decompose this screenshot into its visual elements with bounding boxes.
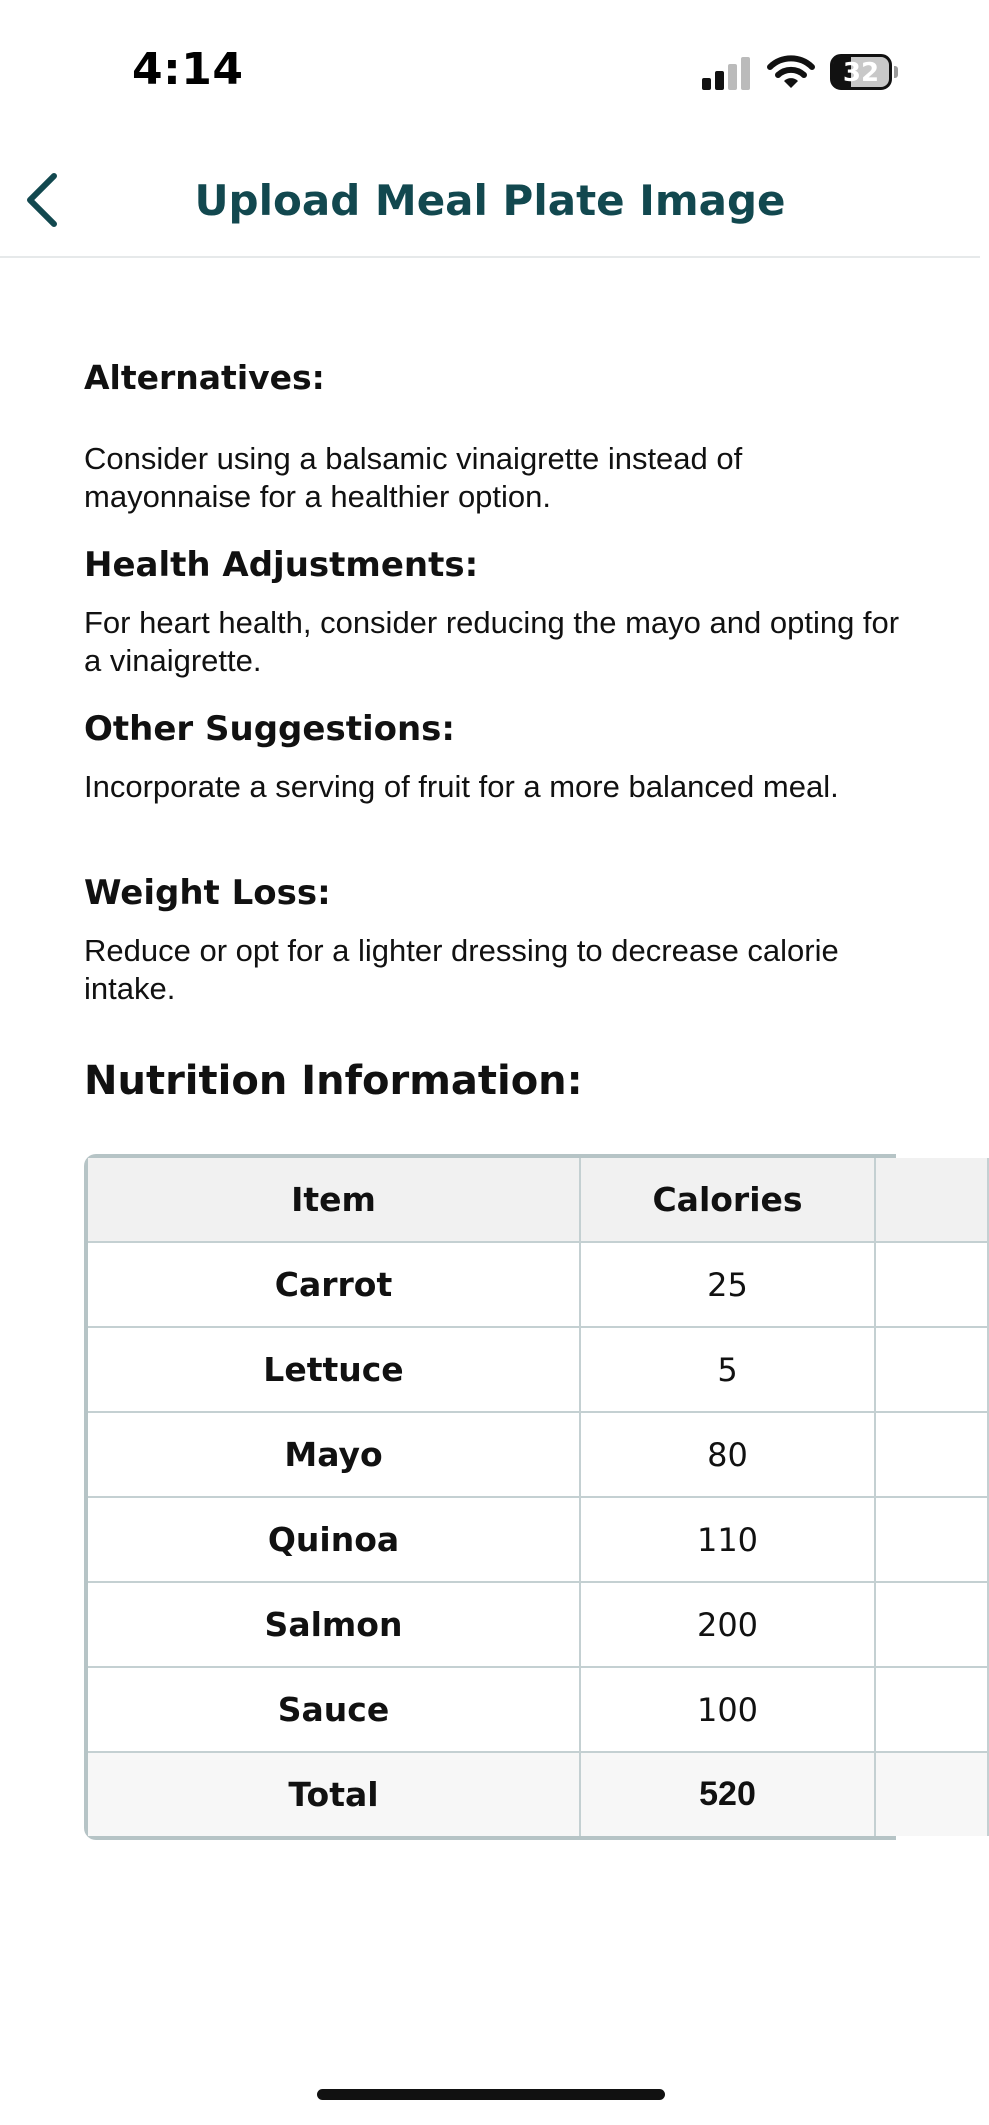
row-item: Carrot xyxy=(88,1242,580,1327)
total-label: Total xyxy=(88,1752,580,1836)
row-extra xyxy=(875,1582,988,1667)
row-extra xyxy=(875,1327,988,1412)
row-calories: 5 xyxy=(580,1327,875,1412)
row-extra xyxy=(875,1497,988,1582)
alternatives-text: Consider using a balsamic vinaigrette instead of mayonnaise for a healthier option. xyxy=(84,441,743,514)
table-row xyxy=(88,1667,988,1752)
nav-header xyxy=(0,150,980,258)
nutrition-title: Nutrition Information: xyxy=(84,1058,583,1104)
row-extra xyxy=(875,1667,988,1752)
weight-loss-text: Reduce or opt for a lighter dressing to decrease calorie intake. xyxy=(84,933,839,1006)
row-item: Lettuce xyxy=(88,1327,580,1412)
table-row xyxy=(88,1242,988,1327)
header-calories: Calories xyxy=(580,1158,875,1242)
home-indicator[interactable] xyxy=(317,2089,665,2100)
row-extra xyxy=(875,1412,988,1497)
table-row xyxy=(88,1327,988,1412)
row-calories: 200 xyxy=(580,1582,875,1667)
status-time: 4:14 xyxy=(132,44,244,95)
page-title: Upload Meal Plate Image xyxy=(194,176,786,225)
battery-level: 32 xyxy=(842,58,880,88)
row-item: Salmon xyxy=(88,1582,580,1667)
health-adjustments-heading: Health Adjustments: xyxy=(84,545,479,585)
battery-nub xyxy=(894,66,898,78)
total-extra xyxy=(875,1752,988,1836)
weight-loss-heading: Weight Loss: xyxy=(84,873,331,913)
table-row xyxy=(88,1497,988,1582)
wifi-icon xyxy=(768,54,814,90)
total-calories: 520 xyxy=(580,1752,875,1836)
row-calories: 110 xyxy=(580,1497,875,1582)
cellular-signal-icon xyxy=(702,56,752,90)
battery-icon xyxy=(830,54,892,90)
table-header-row xyxy=(88,1158,988,1242)
alternatives-heading: Alternatives: xyxy=(84,358,325,397)
header-extra xyxy=(875,1158,988,1242)
table-row xyxy=(88,1582,988,1667)
header-item: Item xyxy=(88,1158,580,1242)
nutrition-table[interactable] xyxy=(84,1154,896,1840)
other-suggestions-heading: Other Suggestions: xyxy=(84,709,455,749)
row-item: Quinoa xyxy=(88,1497,580,1582)
table-total-row xyxy=(88,1752,988,1836)
row-calories: 100 xyxy=(580,1667,875,1752)
row-item: Sauce xyxy=(88,1667,580,1752)
row-item: Mayo xyxy=(88,1412,580,1497)
row-calories: 80 xyxy=(580,1412,875,1497)
table-row xyxy=(88,1412,988,1497)
row-extra xyxy=(875,1242,988,1327)
row-calories: 25 xyxy=(580,1242,875,1327)
health-adjustments-text: For heart health, consider reducing the mayo and opting for a vinaigrette. xyxy=(84,605,900,678)
other-suggestions-text: Incorporate a serving of fruit for a more balanced meal. xyxy=(84,769,839,804)
